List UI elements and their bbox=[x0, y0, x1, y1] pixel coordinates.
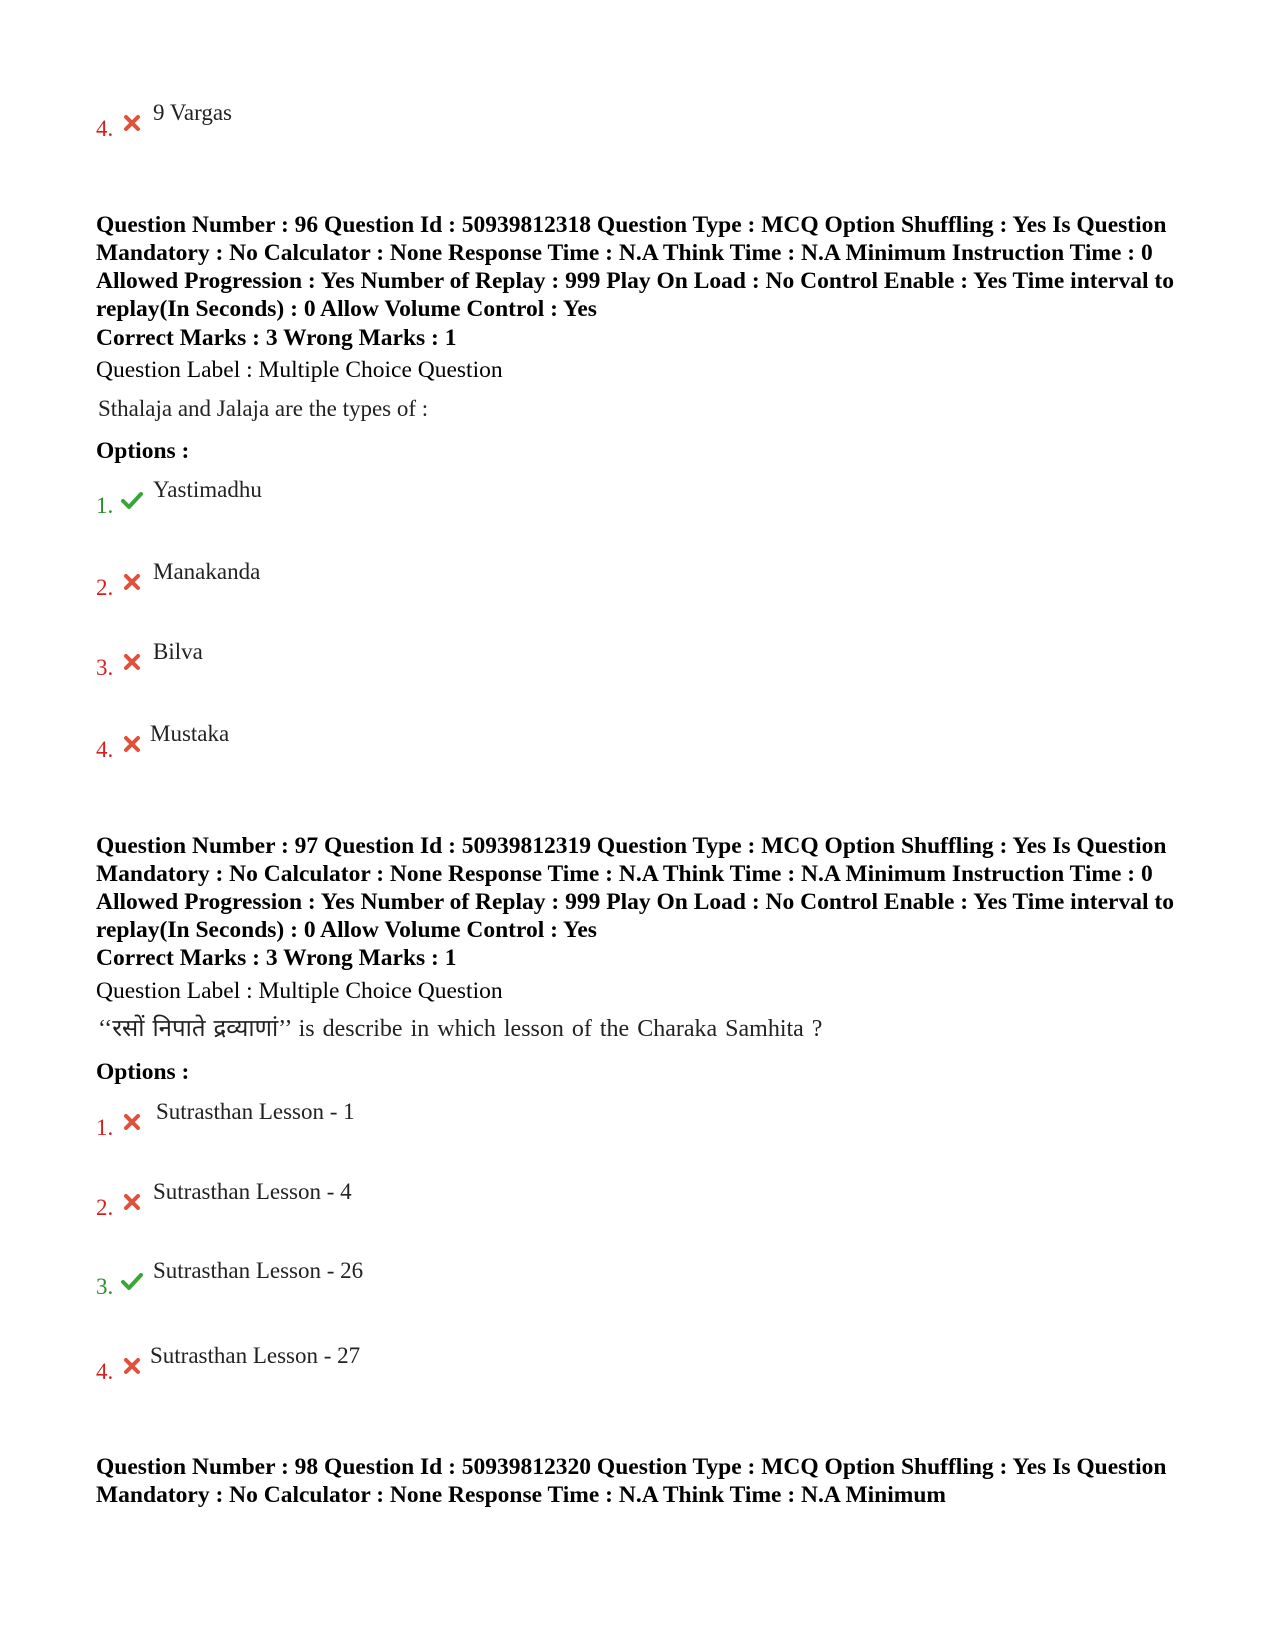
option-number: 3. bbox=[96, 1274, 114, 1299]
option-text: Sutrasthan Lesson - 26 bbox=[153, 1258, 364, 1283]
cross-icon bbox=[121, 571, 143, 593]
cross-icon bbox=[121, 733, 143, 755]
option-text: 9 Vargas bbox=[153, 100, 233, 125]
cross-icon bbox=[121, 1355, 143, 1377]
option-text: Bilva bbox=[153, 639, 203, 664]
option-number: 2. bbox=[96, 1195, 114, 1220]
question-97-text: ‘‘रसों निपाते द्रव्याणां’’ is describe in which lesson of the Charaka Samhita ? bbox=[98, 1016, 823, 1042]
cross-icon bbox=[121, 112, 143, 134]
option-text: Sutrasthan Lesson - 27 bbox=[150, 1343, 361, 1368]
check-icon bbox=[121, 1270, 143, 1292]
cross-icon bbox=[121, 1191, 143, 1213]
option-text: Yastimadhu bbox=[153, 477, 262, 502]
option-text: Manakanda bbox=[153, 559, 261, 584]
option-number: 4. bbox=[96, 116, 114, 141]
option-text: Sutrasthan Lesson - 4 bbox=[153, 1179, 352, 1204]
question-96-options-heading: Options : bbox=[96, 438, 190, 464]
question-97-meta: Question Number : 97 Question Id : 50939812319 Question Type : MCQ Option Shuffling : Yes Is Question Mandatory : No Calculator : None Response Time : N.A Think Time : N.A Minimum Instruction Time : 0 Allowed Progression : Yes Number of Replay : 999 Play On Load : No Control Enable : Yes Time interval to replay(In Seconds) : 0 Allow Volume Control : Yes bbox=[96, 833, 1174, 943]
option-number: 1. bbox=[96, 1115, 114, 1140]
question-96-text: Sthalaja and Jalaja are the types of : bbox=[98, 396, 429, 421]
question-97-marks: Correct Marks : 3 Wrong Marks : 1 bbox=[96, 945, 457, 971]
option-text: Sutrasthan Lesson - 1 bbox=[156, 1099, 355, 1124]
question-96-marks: Correct Marks : 3 Wrong Marks : 1 bbox=[96, 325, 457, 351]
question-98-meta: Question Number : 98 Question Id : 50939812320 Question Type : MCQ Option Shuffling : Yes Is Question Mandatory : No Calculator : None Response Time : N.A Think Time : N.A Minimum bbox=[96, 1454, 1167, 1508]
option-number: 3. bbox=[96, 655, 114, 680]
question-97-options-heading: Options : bbox=[96, 1059, 190, 1085]
check-icon bbox=[121, 489, 143, 511]
option-number: 4. bbox=[96, 1359, 114, 1384]
question-96-label: Question Label : Multiple Choice Question bbox=[96, 357, 503, 383]
cross-icon bbox=[121, 1111, 143, 1133]
option-text: Mustaka bbox=[150, 721, 230, 746]
question-96-meta: Question Number : 96 Question Id : 50939812318 Question Type : MCQ Option Shuffling : Yes Is Question Mandatory : No Calculator : None Response Time : N.A Think Time : N.A Minimum Instruction Time : 0 Allowed Progression : Yes Number of Replay : 999 Play On Load : No Control Enable : Yes Time interval to replay(In Seconds) : 0 Allow Volume Control : Yes bbox=[96, 212, 1174, 322]
option-number: 4. bbox=[96, 737, 114, 762]
option-number: 1. bbox=[96, 493, 114, 518]
cross-icon bbox=[121, 651, 143, 673]
question-97-label: Question Label : Multiple Choice Question bbox=[96, 978, 503, 1004]
option-number: 2. bbox=[96, 575, 114, 600]
